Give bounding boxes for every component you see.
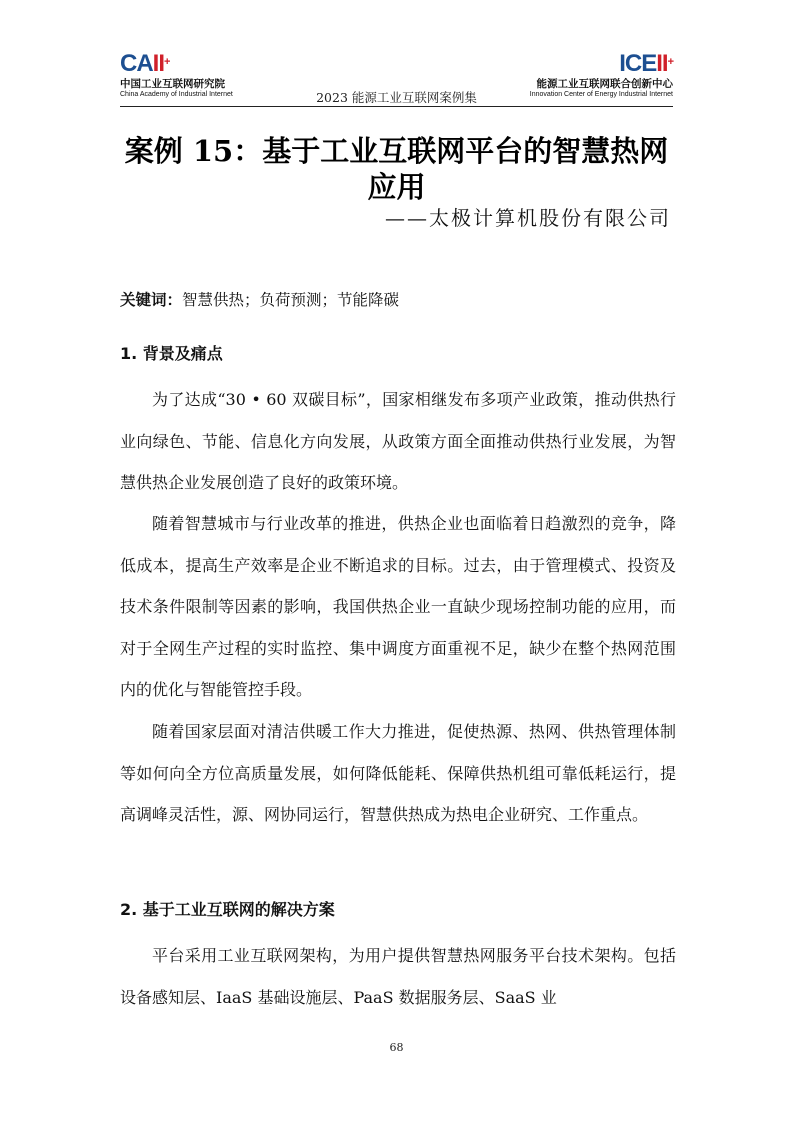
caii-name-cn: 中国工业互联网研究院 bbox=[120, 78, 225, 90]
header-divider bbox=[120, 106, 673, 107]
case-subtitle: ——太极计算机股份有限公司 bbox=[385, 206, 671, 230]
section-heading-1: 1. 背景及痛点 bbox=[120, 344, 223, 363]
section-1-paragraph-1: 为了达成“30 • 60 双碳目标”，国家相继发布多项产业政策，推动供热行业向绿色、节能、信息化方向发展，从政策方面全面推动供热行业发展，为智慧供热企业发展创造了良好的政策环境。 bbox=[120, 390, 676, 492]
header-title: 2023 能源工业互联网案例集 bbox=[316, 90, 477, 105]
keywords-line bbox=[120, 288, 399, 310]
caii-name-en: China Academy of Industrial Internet bbox=[120, 91, 233, 98]
caii-logo-mark: CAII+ bbox=[120, 50, 170, 77]
section-1-paragraph-2: 随着智慧城市与行业改革的推进，供热企业也面临着日趋激烈的竞争，降低成本，提高生产效率是企业不断追求的目标。过去，由于管理模式、投资及技术条件限制等因素的影响，我国供热企业一直缺少现场控制功能的应用，而对于全网生产过程的实时监控、集中调度方面重视不足，缺少在整个热网范围内的优化与智能管控手段。 bbox=[120, 514, 676, 699]
iceii-name-en: Innovation Center of Energy Industrial Internet bbox=[529, 91, 673, 98]
page-header bbox=[120, 50, 673, 106]
section-heading-2: 2. 基于工业互联网的解决方案 bbox=[120, 900, 335, 919]
case-title: 案例 15：基于工业互联网平台的智慧热网应用 bbox=[124, 134, 669, 204]
iceii-logo-mark: ICEII+ bbox=[619, 50, 673, 77]
keywords-value: 智慧供热；负荷预测；节能降碳 bbox=[182, 291, 400, 309]
page-number: 68 bbox=[389, 1041, 404, 1054]
section-1-paragraph-3: 随着国家层面对清洁供暖工作大力推进，促使热源、热网、供热管理体制等如何向全方位高质量发展，如何降低能耗、保障供热机组可靠低耗运行，提高调峰灵活性，源、网协同运行，智慧供热成为热电企业研究、工作重点。 bbox=[120, 722, 676, 824]
section-2-paragraph-1: 平台采用工业互联网架构，为用户提供智慧热网服务平台技术架构。包括设备感知层、IaaS 基础设施层、PaaS 数据服务层、SaaS 业 bbox=[120, 946, 676, 1007]
keywords-label: 关键词： bbox=[120, 291, 183, 309]
iceii-logo bbox=[523, 50, 673, 99]
iceii-name-cn: 能源工业互联网联合创新中心 bbox=[536, 78, 673, 90]
